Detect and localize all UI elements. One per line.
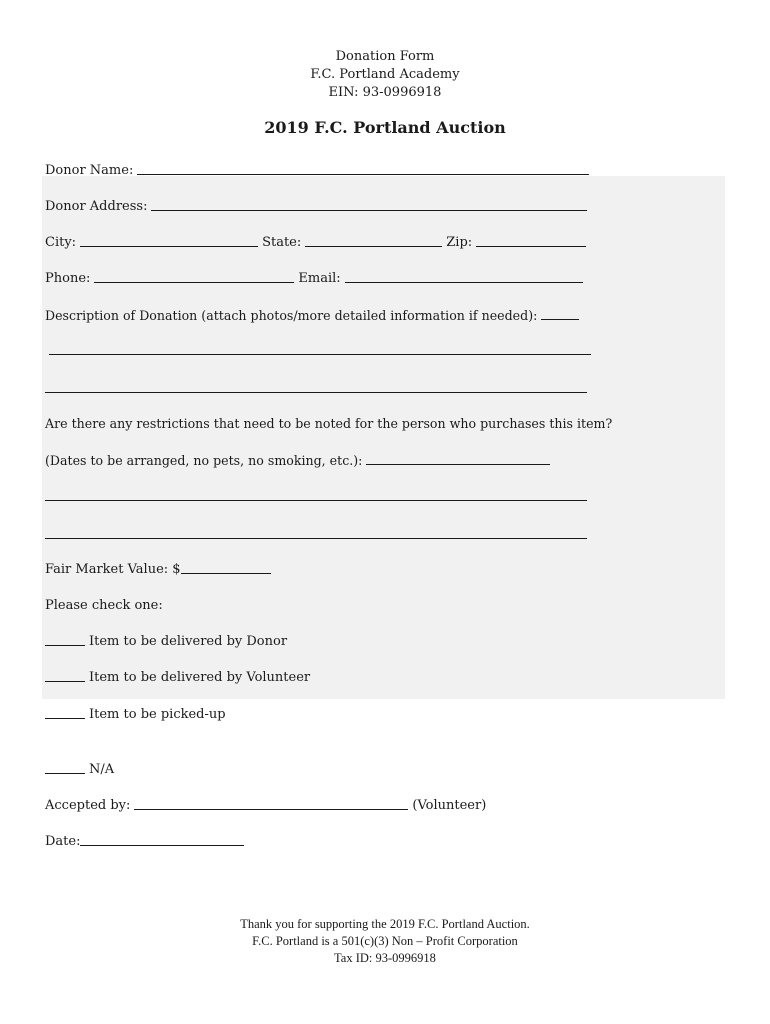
description-row <box>45 303 579 323</box>
option-donor-check[interactable] <box>45 644 85 646</box>
date-field[interactable] <box>80 844 244 846</box>
form-header <box>0 48 770 102</box>
option-volunteer-label: Item to be delivered by Volunteer <box>89 670 311 685</box>
city-state-zip-row <box>45 230 586 250</box>
restrictions-question-row <box>45 411 612 431</box>
footer-thank-you: Thank you for supporting the 2019 F.C. Portland Auction. <box>240 917 530 931</box>
shaded-form-region <box>42 176 725 699</box>
phone-email-row <box>45 266 583 286</box>
fair-market-value-label: Fair Market Value: $ <box>45 562 181 577</box>
donor-address-field[interactable] <box>151 209 587 211</box>
restrictions-line-3[interactable] <box>45 537 587 539</box>
description-field[interactable] <box>541 318 579 320</box>
header-organization: F.C. Portland Academy <box>310 67 460 82</box>
check-one-row <box>45 593 163 613</box>
email-field[interactable] <box>345 281 583 283</box>
donor-address-row <box>45 194 587 214</box>
description-line-3[interactable] <box>45 391 587 393</box>
option-volunteer-row <box>45 665 310 685</box>
option-picked-up-label: Item to be picked-up <box>89 707 226 722</box>
option-na-row <box>45 757 114 777</box>
state-label: State: <box>262 235 302 250</box>
zip-label: Zip: <box>446 235 473 250</box>
header-form-name: Donation Form <box>335 49 435 64</box>
restrictions-field[interactable] <box>366 463 550 465</box>
form-footer <box>0 916 770 967</box>
restrictions-question: Are there any restrictions that need to be noted for the person who purchases this item? <box>45 416 613 431</box>
restrictions-line-2[interactable] <box>45 499 587 501</box>
option-na-label: N/A <box>89 762 115 777</box>
header-ein: EIN: 93-0996918 <box>328 85 442 100</box>
donor-name-label: Donor Name: <box>45 163 134 178</box>
donor-name-field[interactable] <box>137 173 589 175</box>
accepted-by-row <box>45 793 486 813</box>
state-field[interactable] <box>305 245 442 247</box>
phone-field[interactable] <box>94 281 294 283</box>
email-label: Email: <box>298 271 341 286</box>
fair-market-value-row <box>45 557 271 577</box>
option-donor-row <box>45 629 287 649</box>
date-row <box>45 829 244 849</box>
donor-address-label: Donor Address: <box>45 199 148 214</box>
page-title: 2019 F.C. Portland Auction <box>264 118 506 137</box>
fair-market-value-field[interactable] <box>181 572 271 574</box>
option-volunteer-check[interactable] <box>45 680 85 682</box>
city-field[interactable] <box>80 245 258 247</box>
zip-field[interactable] <box>476 245 586 247</box>
footer-tax-id: Tax ID: 93-0996918 <box>334 951 436 965</box>
option-picked-up-check[interactable] <box>45 717 85 719</box>
date-label: Date: <box>45 834 81 849</box>
volunteer-suffix: (Volunteer) <box>412 798 487 813</box>
accepted-by-label: Accepted by: <box>45 798 131 813</box>
donor-name-row <box>45 158 589 178</box>
restrictions-examples-row <box>45 448 550 468</box>
description-label: Description of Donation (attach photos/more detailed information if needed): <box>45 308 538 323</box>
footer-nonprofit-status: F.C. Portland is a 501(c)(3) Non – Profit Corporation <box>252 934 518 948</box>
description-line-2[interactable] <box>49 353 591 355</box>
option-na-check[interactable] <box>45 772 85 774</box>
phone-label: Phone: <box>45 271 91 286</box>
restrictions-examples-label: (Dates to be arranged, no pets, no smoking, etc.): <box>45 453 363 468</box>
accepted-by-field[interactable] <box>134 808 408 810</box>
city-label: City: <box>45 235 77 250</box>
option-donor-label: Item to be delivered by Donor <box>89 634 288 649</box>
option-picked-up-row <box>45 702 226 722</box>
check-one-label: Please check one: <box>45 598 163 613</box>
